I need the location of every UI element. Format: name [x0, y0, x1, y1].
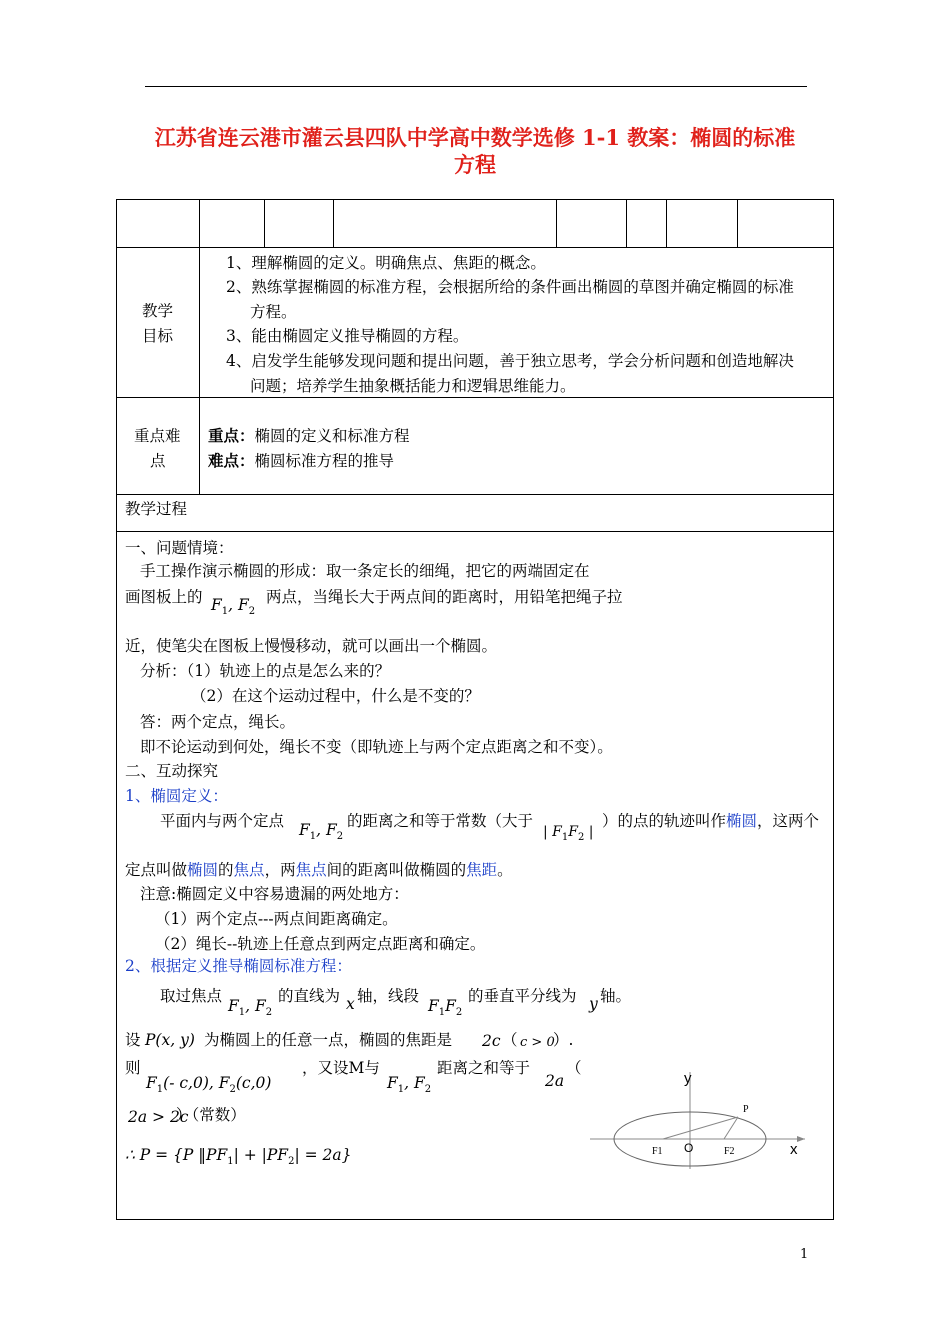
page-number: 1 [800, 1247, 809, 1262]
hard-point [208, 451, 394, 471]
section1-p1: 手工操作演示椭圆的形成：取一条定长的细绳，把它的两端固定在 [140, 562, 590, 580]
derive-1e: 轴。 [600, 987, 632, 1005]
cell-divider [556, 199, 557, 247]
label-column-divider [199, 247, 200, 494]
conclusion: 即不论运动到何处，绳长不变（即轨迹上与两个定点距离之和不变）。 [140, 738, 613, 756]
2a-math: 2a [545, 1072, 565, 1090]
def-line-2 [125, 860, 513, 880]
row-divider [116, 494, 834, 495]
y-axis-label: y [684, 1070, 692, 1087]
derive-title: 2、根据定义推导椭圆标准方程： [125, 957, 352, 975]
def2-keyword-focus: 焦点 [233, 861, 265, 879]
derive-2d: ）. [553, 1031, 574, 1049]
def2-keyword-focus-2: 焦点 [295, 861, 327, 879]
keypoints-label-2: 点 [150, 452, 166, 470]
derive-3b: ，又设M与 [302, 1059, 380, 1077]
objective-item-4-cont: 问题；培养学生抽象概括能力和逻辑思维能力。 [250, 377, 576, 395]
derive-1c: 轴，线段 [357, 987, 420, 1005]
objectives-label-2: 目标 [142, 327, 174, 345]
key-point-text: 椭圆的定义和标准方程 [254, 427, 410, 445]
hard-point-label: 难点： [208, 451, 255, 470]
hard-point-text: 椭圆标准方程的推导 [254, 452, 395, 470]
cell-divider [333, 199, 334, 247]
def2-a: 定点叫做 [125, 861, 188, 879]
row-divider [116, 531, 834, 532]
def-text-d: ，这两个 [757, 812, 820, 830]
objectives-label-1: 教学 [142, 302, 174, 320]
objective-item-4: 4、启发学生能够发现问题和提出问题，善于独立思考，学会分析问题和创造地解决 [226, 352, 794, 370]
f1-f2-math-2: $F_1$, $F_2$ [299, 821, 344, 842]
note: 注意:椭圆定义中容易遗漏的两处地方： [140, 885, 409, 903]
def-text-c [602, 811, 819, 831]
objective-item-3: 3、能由椭圆定义推导椭圆的方程。 [226, 327, 469, 345]
derive-1d: 的垂直平分线为 [468, 987, 577, 1005]
page-title [130, 124, 820, 178]
2c-math: 2c [482, 1032, 501, 1050]
title-line-2: 方程 [454, 152, 496, 177]
point-p-math: P(x, y) [145, 1031, 195, 1049]
note-2: （2）绳长--轨迹上任意点到两定点距离和确定。 [155, 935, 486, 953]
objective-item-2-cont: 方程。 [250, 303, 297, 321]
y-var: y [589, 995, 598, 1013]
f1f2-segment-math: $F_1F_2$ [428, 997, 463, 1018]
keypoints-label-1: 重点难 [134, 427, 181, 445]
note-1: （1）两个定点---两点间距离确定。 [155, 910, 398, 928]
f1f2-abs-math: | $F_1F_2$ | [543, 824, 594, 843]
derive-2a: 设 [125, 1031, 141, 1049]
def-text-a: 平面内与两个定点 [160, 812, 285, 830]
derive-4b: ）（常数） [176, 1106, 246, 1124]
x-axis-arrow-icon [797, 1136, 805, 1142]
derive-3c: 距离之和等于 [437, 1059, 531, 1077]
f1-label: F1 [652, 1146, 663, 1157]
def-keyword-ellipse: 椭圆 [726, 812, 758, 830]
foci-coordinates-math: $F_1(-$ c,0), $F_2(c,0)$ [146, 1074, 272, 1095]
def2-keyword-focal-distance: 焦距 [466, 861, 498, 879]
section1-heading: 一、问题情境： [125, 539, 234, 557]
def2-e: 。 [497, 861, 513, 879]
2a-gt-2c-math: 2a > 2c [128, 1108, 189, 1126]
title-line-1: 江苏省连云港市灌云县四队中学高中数学选修 1-1 教案：椭圆的标准 [154, 125, 796, 150]
header-rule [145, 86, 807, 87]
f2-label: F2 [724, 1146, 735, 1157]
key-point [208, 426, 410, 446]
set-definition-math: ∴ P = {P $‖PF_1| + |PF_2| = 2a$} [125, 1146, 352, 1167]
ellipse-figure [580, 1064, 810, 1174]
point-p-label: P [743, 1104, 749, 1115]
derive-3d: （ [566, 1059, 582, 1077]
key-point-label: 重点： [208, 426, 255, 445]
def2-d: 间的距离叫做椭圆的 [326, 861, 467, 879]
f1-f2-math: $F_1$, $F_2$ [211, 596, 256, 617]
cell-divider [737, 199, 738, 247]
cell-divider [626, 199, 627, 247]
derive-1a: 取过焦点 [160, 987, 223, 1005]
f1-f2-math-3: $F_1$, $F_2$ [228, 997, 273, 1018]
process-header: 教学过程 [125, 500, 188, 518]
cell-divider [666, 199, 667, 247]
row-divider [116, 397, 834, 398]
def-text-c-part: ）的点的轨迹叫作 [602, 812, 727, 830]
origin-label: O [684, 1141, 694, 1155]
derive-1b: 的直线为 [278, 987, 341, 1005]
definition-title: 1、椭圆定义： [125, 787, 228, 805]
def2-b: 的 [218, 861, 234, 879]
def2-keyword-ellipse: 椭圆 [187, 861, 219, 879]
section2-heading: 二、互动探究 [125, 762, 219, 780]
cell-divider [264, 199, 265, 247]
analysis-1: 分析：（1）轨迹上的点是怎么来的？ [140, 662, 391, 680]
pf1-segment [663, 1117, 738, 1139]
def2-c: ，两 [264, 861, 296, 879]
objective-item-1: 1、理解椭圆的定义。明确焦点、焦距的概念。 [226, 254, 546, 272]
c-positive-math: c > 0 [520, 1035, 555, 1050]
x-axis-label: x [790, 1141, 798, 1158]
derive-2c: （ [502, 1031, 518, 1049]
derive-3a: 则 [125, 1059, 141, 1077]
section1-p2a: 画图板上的 [125, 588, 203, 606]
cell-divider [199, 199, 200, 247]
answer: 答：两个定点，绳长。 [140, 713, 296, 731]
x-var: x [346, 995, 355, 1013]
section1-p3: 近，使笔尖在图板上慢慢移动，就可以画出一个椭圆。 [125, 637, 498, 655]
f1-f2-math-4: $F_1$, $F_2$ [387, 1074, 432, 1095]
def-text-b: 的距离之和等于常数（大于 [347, 812, 534, 830]
row-divider [116, 247, 834, 248]
objective-item-2: 2、熟练掌握椭圆的标准方程，会根据所给的条件画出椭圆的草图并确定椭圆的标准 [226, 278, 794, 296]
section1-p2b: 两点，当绳长大于两点间的距离时，用铅笔把绳子拉 [266, 588, 623, 606]
analysis-2: （2）在这个运动过程中，什么是不变的？ [191, 687, 480, 705]
derive-2b: 为椭圆上的任意一点，椭圆的焦距是 [204, 1031, 453, 1049]
